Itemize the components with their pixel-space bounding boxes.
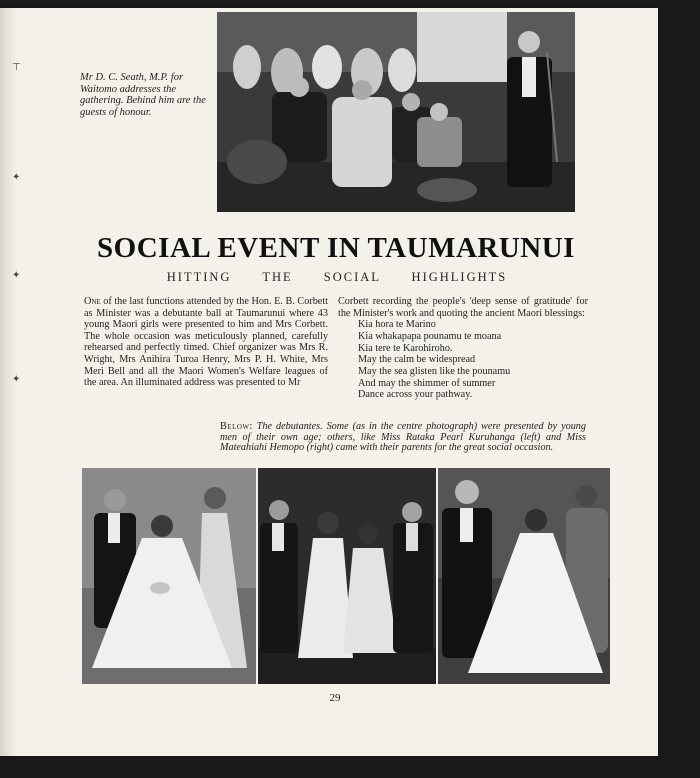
poem-line: Kia whakapapa pounamu te moana (358, 330, 502, 342)
body-right-text: Corbett recording the people's 'deep sense of gratitude' for the Minister's work and quoting the ancient Maori blessings: (338, 296, 588, 319)
poem-line: Dance across your pathway. (358, 389, 473, 401)
page-number: 29 (329, 692, 341, 704)
article-headline: SOCIAL EVENT IN TAUMARUNUI (97, 232, 575, 264)
photo-debutante-left (82, 468, 256, 684)
binding-mark: ✦ (12, 172, 21, 183)
debutantes-caption (220, 422, 586, 454)
top-photo-caption: Mr D. C. Seath, M.P. for Waitomo addresses the gathering. Behind him are the guests of honour. (80, 72, 206, 118)
poem-line: May the calm be widespread (358, 354, 476, 366)
poem-line: Kia tere te Karohiroho. (358, 342, 453, 354)
body-lead-word: One (84, 296, 101, 307)
article-subheadline: HITTING THE SOCIAL HIGHLIGHTS (166, 270, 508, 284)
body-column-left (84, 296, 328, 389)
poem-line: And may the shimmer of summer (358, 377, 496, 389)
poem-line: May the sea glisten like the pounamu (358, 366, 511, 377)
photo-debutante-right (438, 468, 610, 684)
top-photo-speech (217, 12, 575, 212)
maori-blessing (338, 319, 588, 401)
poem-line: Kia hora te Marino (358, 319, 436, 331)
photo-debutantes-centre (258, 468, 436, 684)
binding-mark: ⊤ (12, 62, 21, 73)
binding-mark: ✦ (12, 374, 21, 385)
caption-lead: Below: (220, 421, 253, 432)
body-column-right (338, 296, 588, 401)
binding-mark: ✦ (12, 270, 21, 281)
body-left-text: of the last functions attended by the Hon. E. B. Corbett as Minister was a debutante ball at Taumarunui where 43 young Maori girls were presented to him and Mrs Corbett. The whole occasion was meticulously planned, carefully rehearsed and perfectly timed. Chief organizer was Mrs R. Wright, Mrs Anihira Turoa Henry, Mrs P. H. White, Mrs Meri Bell and all the Maori Women's Welfare leagues of the area. An illuminated address was presented to Mr (84, 296, 328, 389)
caption-text: The debutantes. Some (as in the centre photograph) were presented by young men of their own age; others, like Miss Rataka Pearl Kuruhanga (left) and Miss Mateahiahi Hemopo (right) came with their parents for the great social occasion. (220, 421, 586, 453)
